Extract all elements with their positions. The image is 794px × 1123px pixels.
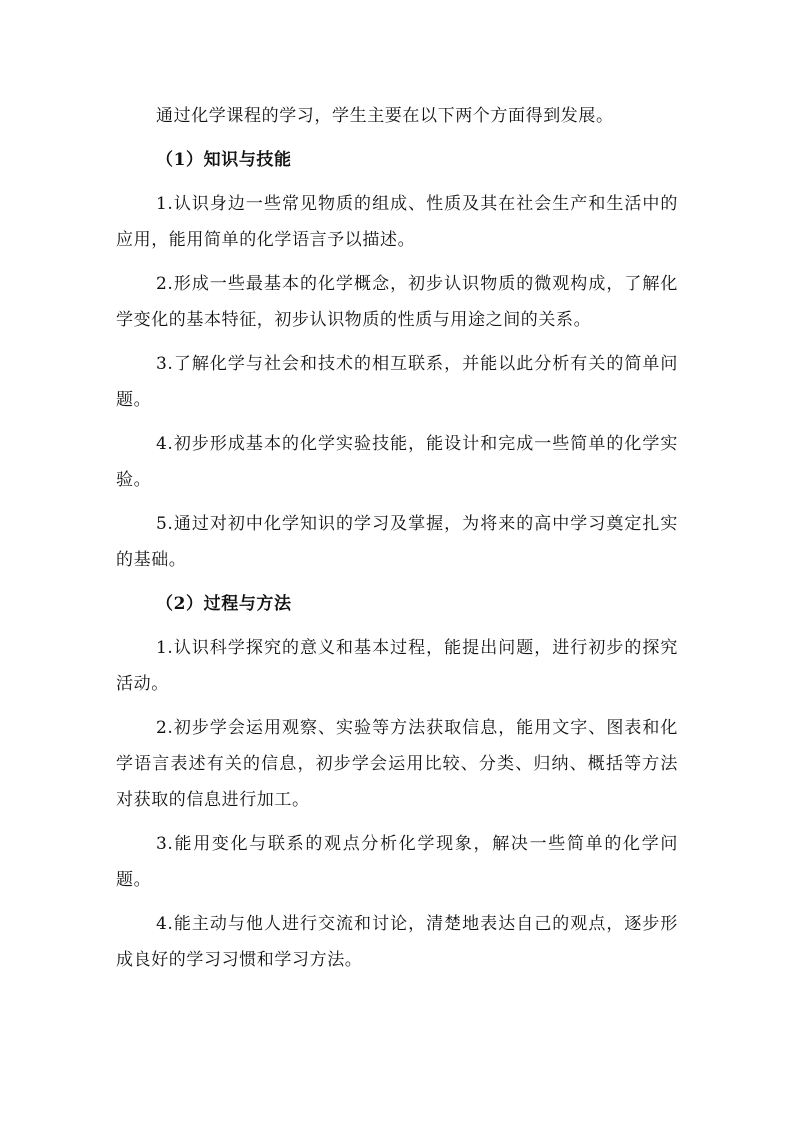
- section-2-item-4: 4.能主动与他人进行交流和讨论，清楚地表达自己的观点，逐步形成良好的学习习惯和学习方法。: [116, 914, 678, 970]
- intro-paragraph: 通过化学课程的学习，学生主要在以下两个方面得到发展。: [156, 106, 614, 126]
- section-1-item-4: 4.初步形成基本的化学实验技能，能设计和完成一些简单的化学实验。: [116, 434, 678, 490]
- section-1-heading: （1）知识与技能: [156, 150, 292, 170]
- section-2-heading: （2）过程与方法: [156, 594, 292, 614]
- section-1-item-1: 1.认识身边一些常见物质的组成、性质及其在社会生产和生活中的应用，能用简单的化学语言予以描述。: [116, 194, 678, 250]
- document-page: [116, 98, 678, 978]
- section-2-item-2: 2.初步学会运用观察、实验等方法获取信息，能用文字、图表和化学语言表述有关的信息，初步学会运用比较、分类、归纳、概括等方法对获取的信息进行加工。: [116, 718, 678, 810]
- section-1-item-2: 2.形成一些最基本的化学概念，初步认识物质的微观构成，了解化学变化的基本特征，初步认识物质的性质与用途之间的关系。: [116, 274, 678, 330]
- section-2-item-1: 1.认识科学探究的意义和基本过程，能提出问题，进行初步的探究活动。: [116, 638, 678, 694]
- section-1-item-5: 5.通过对初中化学知识的学习及掌握，为将来的高中学习奠定扎实的基础。: [116, 514, 678, 570]
- section-2-item-3: 3.能用变化与联系的观点分析化学现象，解决一些简单的化学问题。: [116, 834, 678, 890]
- section-1-item-3: 3.了解化学与社会和技术的相互联系，并能以此分析有关的简单问题。: [116, 354, 678, 410]
